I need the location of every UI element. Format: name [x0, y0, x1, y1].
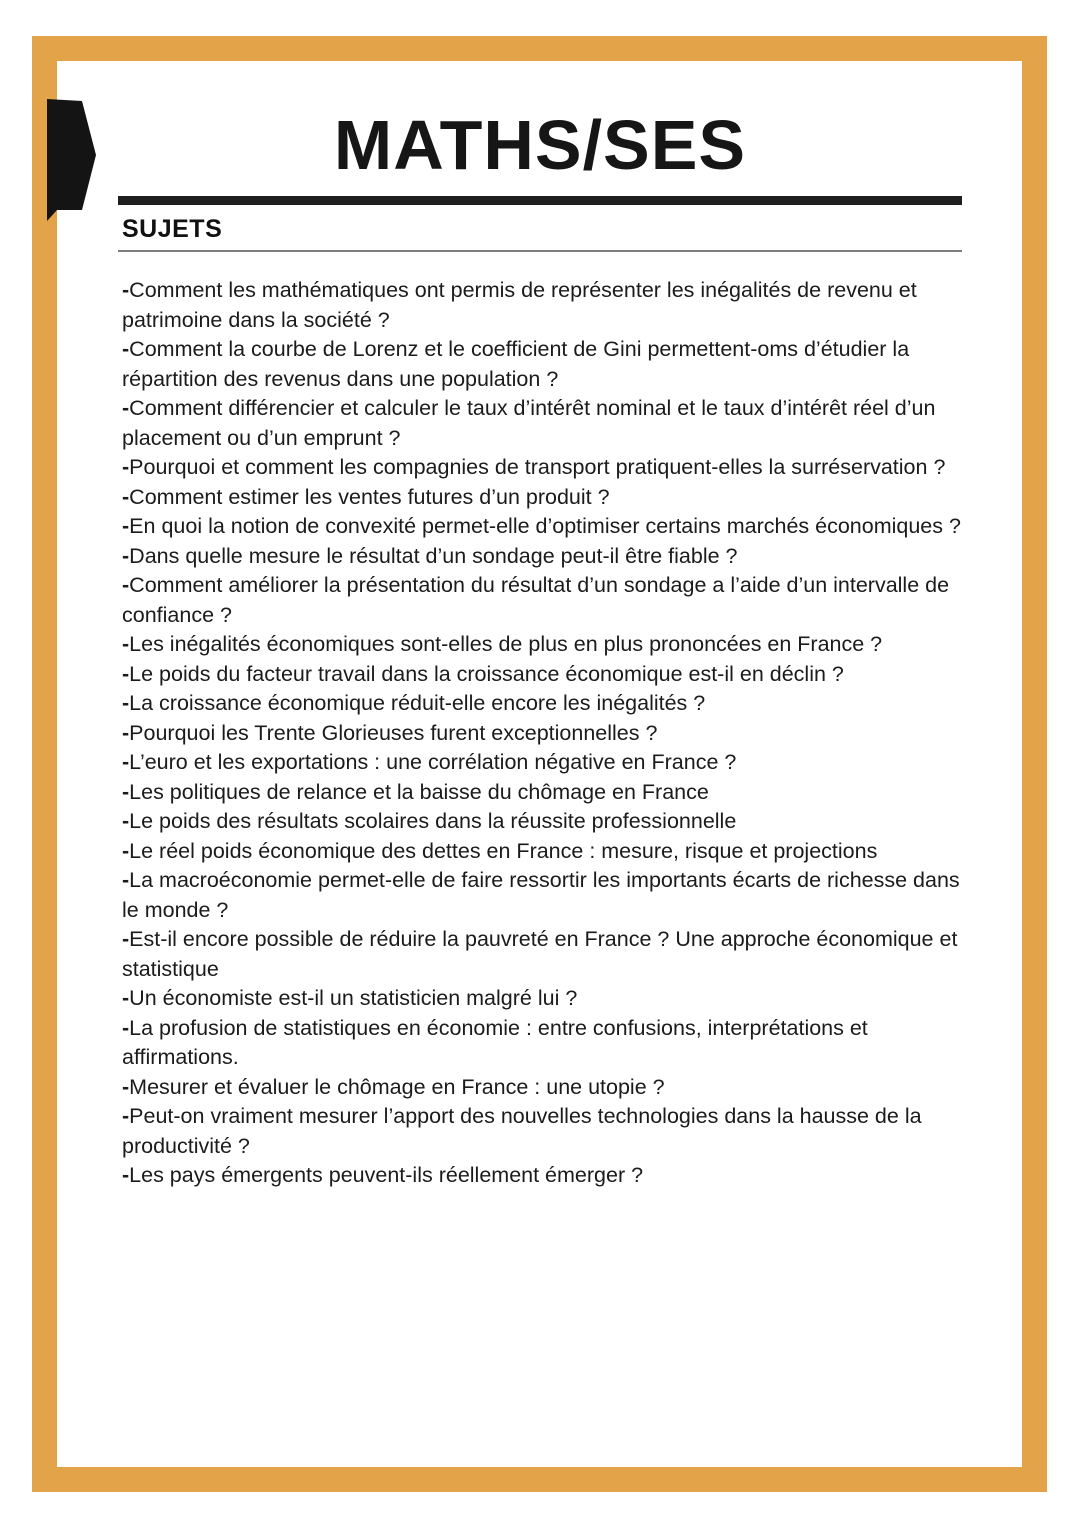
list-item	[122, 1102, 962, 1161]
list-item	[122, 689, 962, 719]
list-item	[122, 630, 962, 660]
section-heading: SUJETS	[122, 215, 223, 243]
list-item	[122, 453, 962, 483]
bullet-dash: -	[122, 484, 130, 509]
list-item-text: Dans quelle mesure le résultat d’un sondage peut-il être fiable ?	[129, 543, 738, 568]
list-item	[122, 660, 962, 690]
list-item	[122, 837, 962, 867]
list-item-text: Pourquoi les Trente Glorieuses furent exceptionnelles ?	[129, 720, 658, 745]
list-item	[122, 335, 962, 394]
list-item-text: La croissance économique réduit-elle encore les inégalités ?	[129, 691, 706, 715]
list-item	[122, 1073, 962, 1103]
list-item-text: Comment les mathématiques ont permis de représenter les inégalités de revenu et patrimoine dans la société ?	[122, 278, 917, 332]
bullet-dash: -	[122, 632, 130, 656]
list-item-text: Les politiques de relance et la baisse du chômage en France	[129, 779, 709, 804]
list-item	[122, 483, 962, 513]
list-item-text: Peut-on vraiment mesurer l’apport des nouvelles technologies dans la hausse de la productivité ?	[122, 1104, 922, 1158]
bullet-dash: -	[122, 838, 130, 863]
bullet-dash: -	[122, 455, 130, 479]
list-item-text: En quoi la notion de convexité permet-elle d’optimiser certains marchés économiques ?	[129, 514, 961, 538]
list-item-text: Le poids des résultats scolaires dans la réussite professionnelle	[129, 809, 737, 833]
list-item-text: Comment estimer les ventes futures d’un produit ?	[129, 484, 610, 509]
bullet-dash: -	[122, 809, 130, 833]
list-item-text: Mesurer et évaluer le chômage en France : une utopie ?	[129, 1074, 665, 1099]
list-item	[122, 719, 962, 749]
list-item-text: Comment la courbe de Lorenz et le coefficient de Gini permettent-oms d’étudier la répartition des revenus dans une population ?	[122, 337, 910, 391]
bullet-dash: -	[122, 278, 130, 302]
list-item-text: Est-il encore possible de réduire la pauvreté en France ? Une approche économique et statistique	[122, 927, 958, 981]
page-content	[118, 96, 962, 1191]
list-item	[122, 276, 962, 335]
bullet-dash: -	[122, 1015, 130, 1040]
list-item	[122, 984, 962, 1014]
list-item-text: Les inégalités économiques sont-elles de plus en plus prononcées en France ?	[129, 632, 883, 656]
list-item-text: Les pays émergents peuvent-ils réellement émerger ?	[129, 1163, 644, 1187]
list-item-text: Un économiste est-il un statisticien malgré lui ?	[129, 986, 578, 1010]
bullet-dash: -	[122, 514, 130, 538]
bullet-dash: -	[122, 661, 130, 686]
bullet-dash: -	[122, 868, 130, 892]
list-item	[122, 512, 962, 542]
list-item	[122, 748, 962, 778]
list-item	[122, 542, 962, 572]
list-item	[122, 1161, 962, 1191]
list-item	[122, 394, 962, 453]
bullet-dash: -	[122, 986, 130, 1010]
page-title: MATHS/SES	[333, 106, 747, 184]
list-item-text: Pourquoi et comment les compagnies de transport pratiquent-elles la surréservation ?	[129, 455, 946, 479]
list-item	[122, 571, 962, 630]
bullet-dash: -	[122, 573, 130, 597]
bullet-dash: -	[122, 337, 130, 361]
bullet-dash: -	[122, 1074, 130, 1099]
bullet-dash: -	[122, 927, 130, 951]
list-item-text: Le poids du facteur travail dans la croissance économique est-il en déclin ?	[129, 661, 844, 686]
list-item	[122, 1014, 962, 1073]
list-item	[122, 925, 962, 984]
bullet-dash: -	[122, 691, 130, 715]
bullet-dash: -	[122, 396, 130, 420]
bullet-dash: -	[122, 543, 130, 568]
bullet-dash: -	[122, 750, 130, 774]
bookmark-icon	[46, 98, 96, 222]
list-item-text: La profusion de statistiques en économie : entre confusions, interprétations et affirmations.	[122, 1015, 868, 1069]
list-item-text: Comment améliorer la présentation du résultat d’un sondage a l’aide d’un intervalle de confiance ?	[122, 573, 950, 627]
list-item-text: Comment différencier et calculer le taux d’intérêt nominal et le taux d’intérêt réel d’un placement ou d’un emprunt ?	[122, 396, 936, 450]
list-item	[122, 807, 962, 837]
bullet-dash: -	[122, 720, 130, 745]
section-divider	[118, 250, 962, 252]
title-divider	[118, 196, 962, 205]
list-item-text: Le réel poids économique des dettes en France : mesure, risque et projections	[129, 838, 878, 863]
list-item	[122, 778, 962, 808]
bullet-dash: -	[122, 779, 130, 804]
list-item-text: L’euro et les exportations : une corrélation négative en France ?	[129, 750, 737, 774]
bullet-dash: -	[122, 1104, 130, 1128]
list-item	[122, 866, 962, 925]
list-item-text: La macroéconomie permet-elle de faire ressortir les importants écarts de richesse dans le monde ?	[122, 868, 960, 922]
subjects-list	[118, 276, 962, 1191]
bullet-dash: -	[122, 1163, 130, 1187]
